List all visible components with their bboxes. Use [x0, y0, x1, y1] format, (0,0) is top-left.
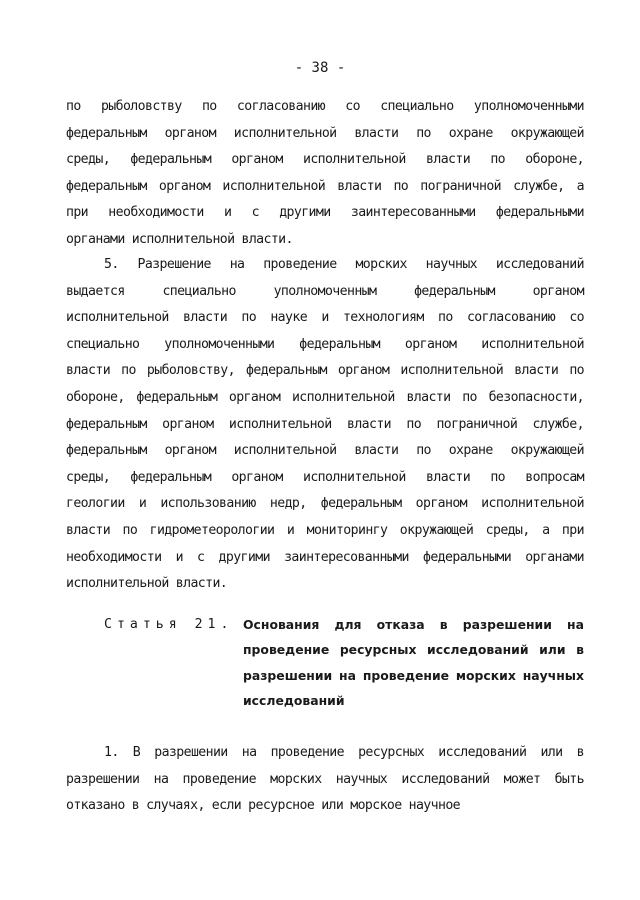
text-line: власти по гидрометеорологии и мониторингу окружающей среды, а при: [66, 523, 584, 538]
text-line: исполнительной власти по науке и технологиям по согласованию со: [66, 310, 584, 326]
text-line: исполнительной власти.: [66, 576, 228, 592]
text-line: исследований: [243, 692, 345, 708]
text-line: власти по рыболовству, федеральным органом исполнительной власти по: [66, 363, 584, 379]
text-line: федеральным органом исполнительной власти по охране окружающей: [66, 443, 584, 459]
text-line: федеральным органом исполнительной власти по охране окружающей: [66, 125, 584, 141]
text-line: Основания для отказа в разрешении на: [243, 617, 584, 632]
text-line: 5. Разрешение на проведение морских научных исследований: [104, 257, 584, 272]
text-line: специально уполномоченными федеральным органом исполнительной: [66, 336, 584, 352]
text-line: федеральным органом исполнительной власти по пограничной службе,: [66, 416, 584, 432]
text-line: среды, федеральным органом исполнительной власти по обороне,: [66, 152, 584, 168]
text-line: 1. В разрешении на проведение ресурсных исследований или в: [104, 745, 584, 760]
text-line: проведение ресурсных исследований или в: [243, 642, 584, 658]
text-line: разрешении на проведение морских научных исследований может быть: [66, 771, 584, 787]
text-line: при необходимости и с другими заинтересованными федеральными: [66, 205, 584, 221]
text-line: выдается специально уполномоченным федеральным органом: [66, 283, 584, 299]
text-line: обороне, федеральным органом исполнительной власти по безопасности,: [66, 390, 584, 405]
text-line: отказано в случаях, если ресурсное или морское научное: [66, 798, 461, 814]
text-line: органами исполнительной власти.: [66, 232, 293, 247]
page-number: - 38 -: [294, 60, 346, 76]
text-line: разрешении на проведение морских научных: [243, 667, 584, 683]
text-line: федеральным органом исполнительной власти по пограничной службе, а: [66, 178, 584, 194]
text-line: среды, федеральным органом исполнительной власти по вопросам: [66, 469, 584, 485]
text-line: по рыболовству по согласованию со специально уполномоченными: [66, 99, 584, 114]
article-label: Статья 21.: [104, 617, 234, 632]
text-line: геологии и использованию недр, федеральным органом исполнительной: [66, 496, 584, 512]
text-line: необходимости и с другими заинтересованными федеральными органами: [66, 549, 584, 565]
